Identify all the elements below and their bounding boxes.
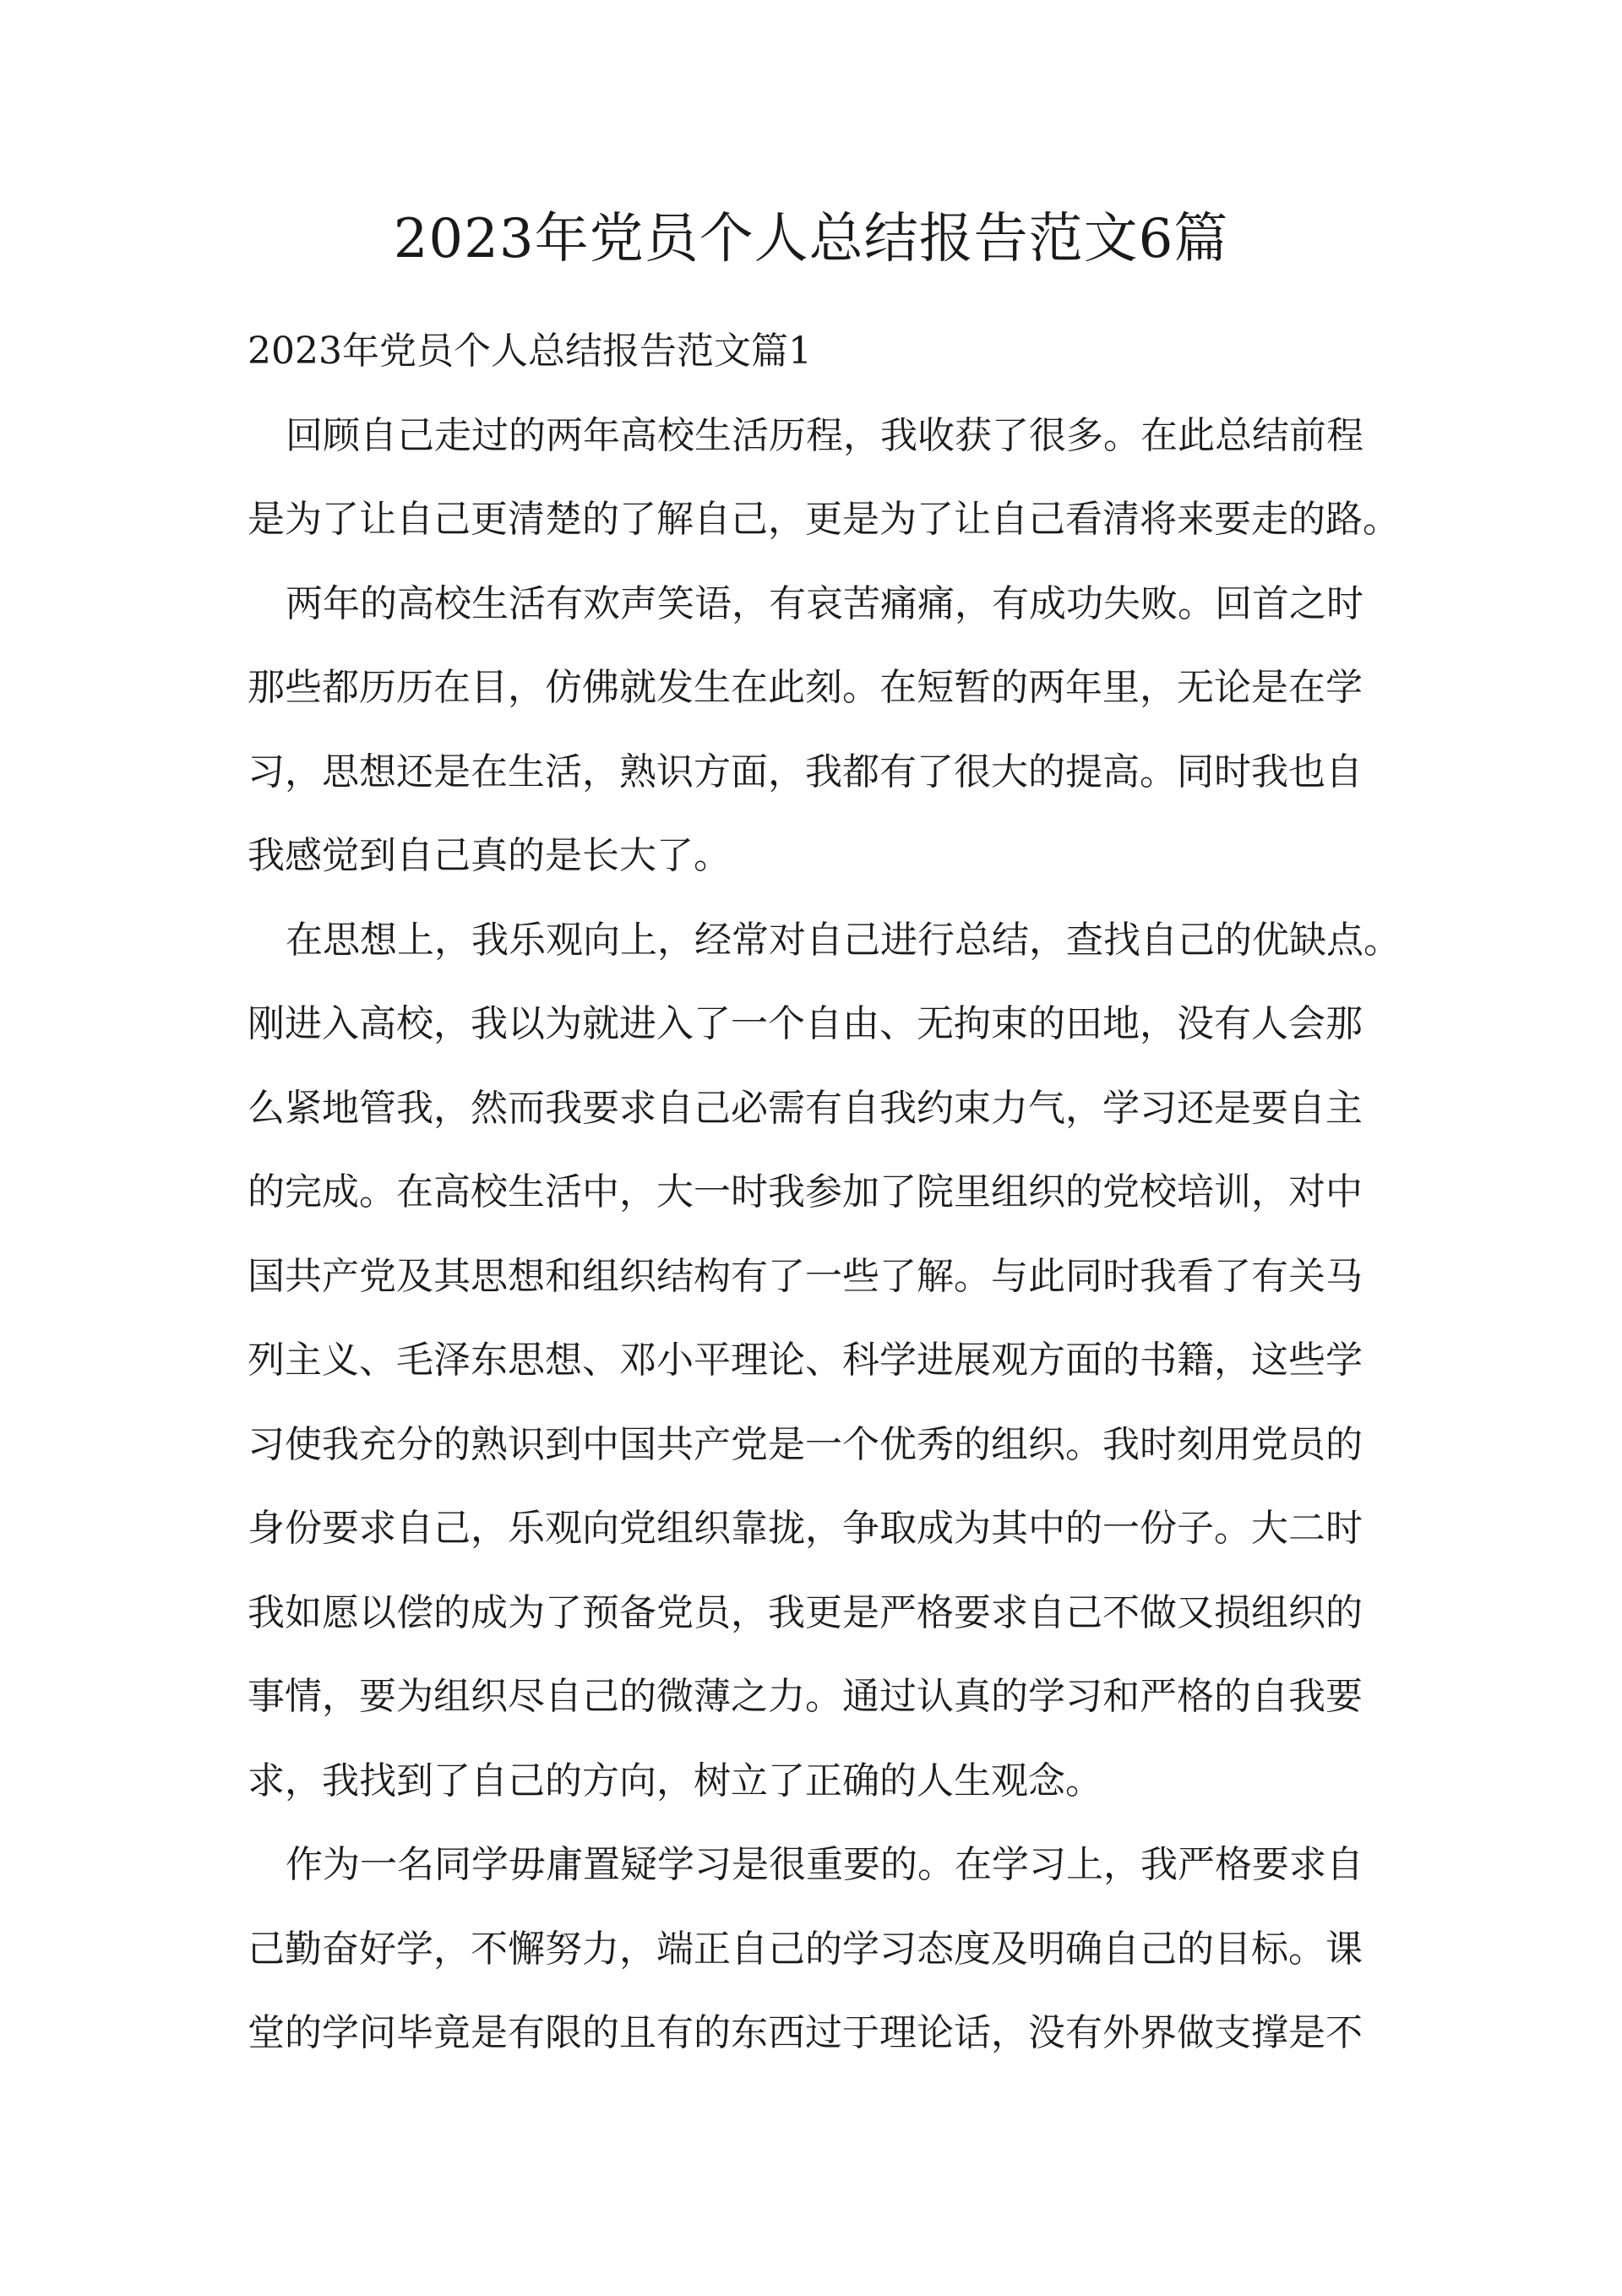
paragraph-line: 事情，要为组织尽自己的微薄之力。通过认真的学习和严格的自我要 xyxy=(248,1675,1363,1718)
paragraph-line: 我感觉到自己真的是长大了。 xyxy=(248,834,731,877)
paragraph-line: 习使我充分的熟识到中国共产党是一个优秀的组织。我时刻用党员的 xyxy=(248,1423,1363,1466)
paragraph-line: 国共产党及其思想和组织结构有了一些了解。与此同时我看了有关马 xyxy=(248,1255,1363,1298)
paragraph-line: 是为了让自己更清楚的了解自己，更是为了让自己看清将来要走的路。 xyxy=(248,498,1400,541)
paragraph-line: 堂的学问毕竟是有限的且有的东西过于理论话，没有外界做支撑是不 xyxy=(248,2011,1363,2054)
paragraph-line: 回顾自己走过的两年高校生活历程，我收获了很多。在此总结前程 xyxy=(286,414,1363,457)
paragraph-line: 两年的高校生活有欢声笑语，有哀苦痛痛，有成功失败。回首之时 xyxy=(286,582,1363,625)
paragraph-line: 么紧地管我，然而我要求自己必需有自我约束力气，学习还是要自主 xyxy=(248,1087,1363,1130)
paragraph-line: 那些都历历在目，仿佛就发生在此刻。在短暂的两年里，无论是在学 xyxy=(248,666,1363,709)
paragraph-line: 作为一名同学毋庸置疑学习是很重要的。在学习上，我严格要求自 xyxy=(286,1843,1363,1886)
paragraph-line: 身份要求自己，乐观向党组织靠拢，争取成为其中的一份子。大二时 xyxy=(248,1507,1363,1550)
paragraph-line: 我如愿以偿的成为了预备党员，我更是严格要求自己不做又损组织的 xyxy=(248,1591,1363,1634)
document-subtitle: 2023年党员个人总结报告范文篇1 xyxy=(248,330,812,373)
paragraph-line: 刚进入高校，我以为就进入了一个自由、无拘束的田地，没有人会那 xyxy=(248,1002,1363,1045)
paragraph-line: 的完成。在高校生活中，大一时我参加了院里组织的党校培训，对中 xyxy=(248,1170,1363,1213)
paragraph-line: 在思想上，我乐观向上，经常对自己进行总结，查找自己的优缺点。 xyxy=(286,919,1401,962)
paragraph-line: 己勤奋好学，不懈努力，端正自己的学习态度及明确自己的目标。课 xyxy=(248,1928,1363,1971)
paragraph-line: 习，思想还是在生活，熟识方面，我都有了很大的提高。同时我也自 xyxy=(248,750,1363,794)
paragraph-line: 列主义、毛泽东思想、邓小平理论、科学进展观方面的书籍，这些学 xyxy=(248,1339,1363,1382)
paragraph-line: 求，我找到了自己的方向，树立了正确的人生观念。 xyxy=(248,1759,1102,1802)
document-title: 2023年党员个人总结报告范文6篇 xyxy=(393,208,1229,270)
